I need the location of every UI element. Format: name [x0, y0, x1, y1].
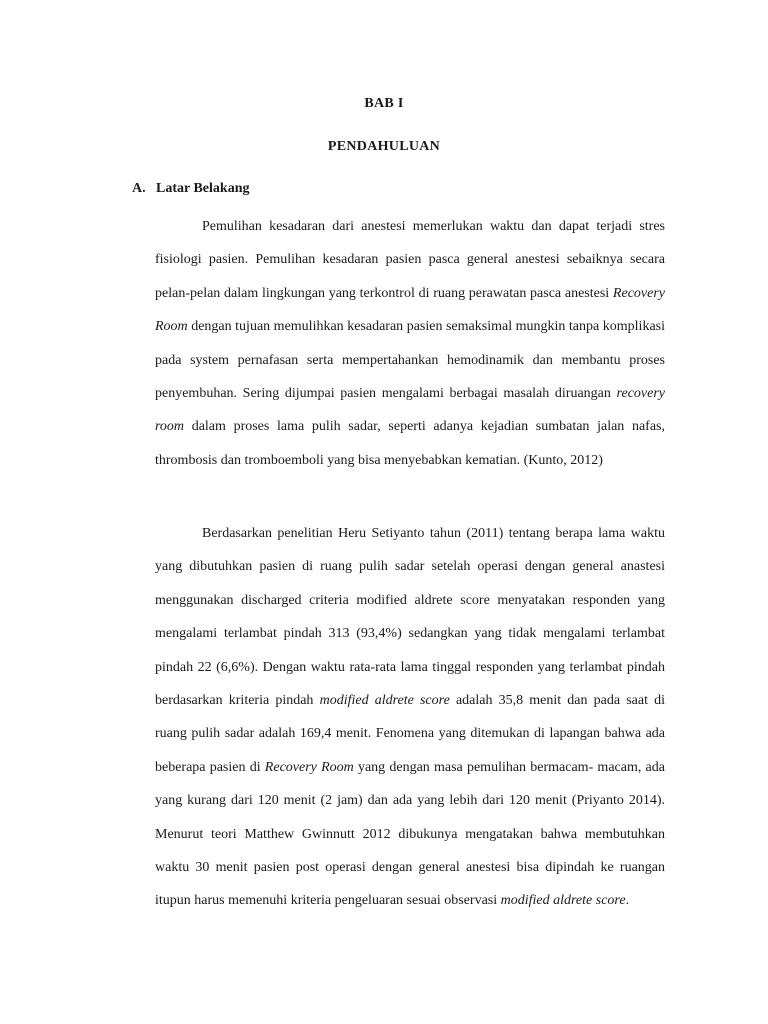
chapter-title: PENDAHULUAN [327, 139, 441, 154]
paragraph-2-text: adalah 35,8 menit dan pada saat di ruang pulih sadar adalah 169,4 menit. Fenomena yang ditemukan di lapangan bahwa ada beberapa pasien di [155, 693, 665, 775]
paragraph-2-italic: modified aldrete score [319, 693, 450, 709]
paragraph-1 [155, 210, 665, 477]
paragraph-2-italic: modified aldrete score [500, 893, 626, 909]
section-number: A. [132, 181, 146, 196]
paragraph-2-italic: Recovery Room [264, 759, 354, 775]
paragraph-2 [155, 517, 665, 918]
section-heading-text: Latar Belakang [156, 181, 250, 196]
paragraph-1-text: Pemulihan kesadaran dari anestesi memerlukan waktu dan dapat terjadi stres fisiologi pasien. Pemulihan kesadaran pasien pasca general anestesi sebaiknya secara pelan-pelan dalam lingkungan yang terkontrol di ruang perawatan pasca anestesi [155, 219, 665, 301]
paragraph-1-italic: recovery room [155, 386, 665, 435]
paragraph-1-text: dalam proses lama pulih sadar, seperti adanya kejadian sumbatan jalan nafas, thrombosis dan tromboemboli yang bisa menyebabkan kematian. (Kunto, 2012) [155, 419, 665, 468]
paragraph-2-text: . [625, 893, 630, 909]
paragraph-1-italic: Recovery Room [155, 285, 665, 335]
paragraph-2-text: yang dengan masa pemulihan bermacam- macam, ada yang kurang dari 120 menit (2 jam) dan ada yang lebih dari 120 menit (Priyanto 2014). Menurut teori Matthew Gwinnutt 2012 dibukunya mengatakan bahwa membutuhkan waktu 30 menit pasien post operasi dengan general anestesi bisa dipindah ke ruangan itupun harus memenuhi kriteria pengeluaran sesuai observasi [155, 759, 665, 909]
paragraph-2-text: Berdasarkan penelitian Heru Setiyanto tahun (2011) tentang berapa lama waktu yang dibutuhkan pasien di ruang pulih sadar setelah operasi dengan general anastesi menggunakan discharged criteria modified aldrete score menyatakan responden yang mengalami terlambat pindah 313 (93,4%) sedangkan yang tidak mengalami terlambat pindah 22 (6,6%). Dengan waktu rata-rata lama tinggal responden yang terlambat pindah berdasarkan kriteria pindah [155, 526, 665, 709]
section-heading [132, 181, 249, 197]
chapter-heading: BAB I [364, 96, 404, 111]
paragraph-1-text: dengan tujuan memulihkan kesadaran pasien semaksimal mungkin tanpa komplikasi pada system pernafasan serta mempertahankan hemodinamik dan membantu proses penyembuhan. Sering dijumpai pasien mengalami berbagai masalah diruangan [155, 319, 665, 402]
